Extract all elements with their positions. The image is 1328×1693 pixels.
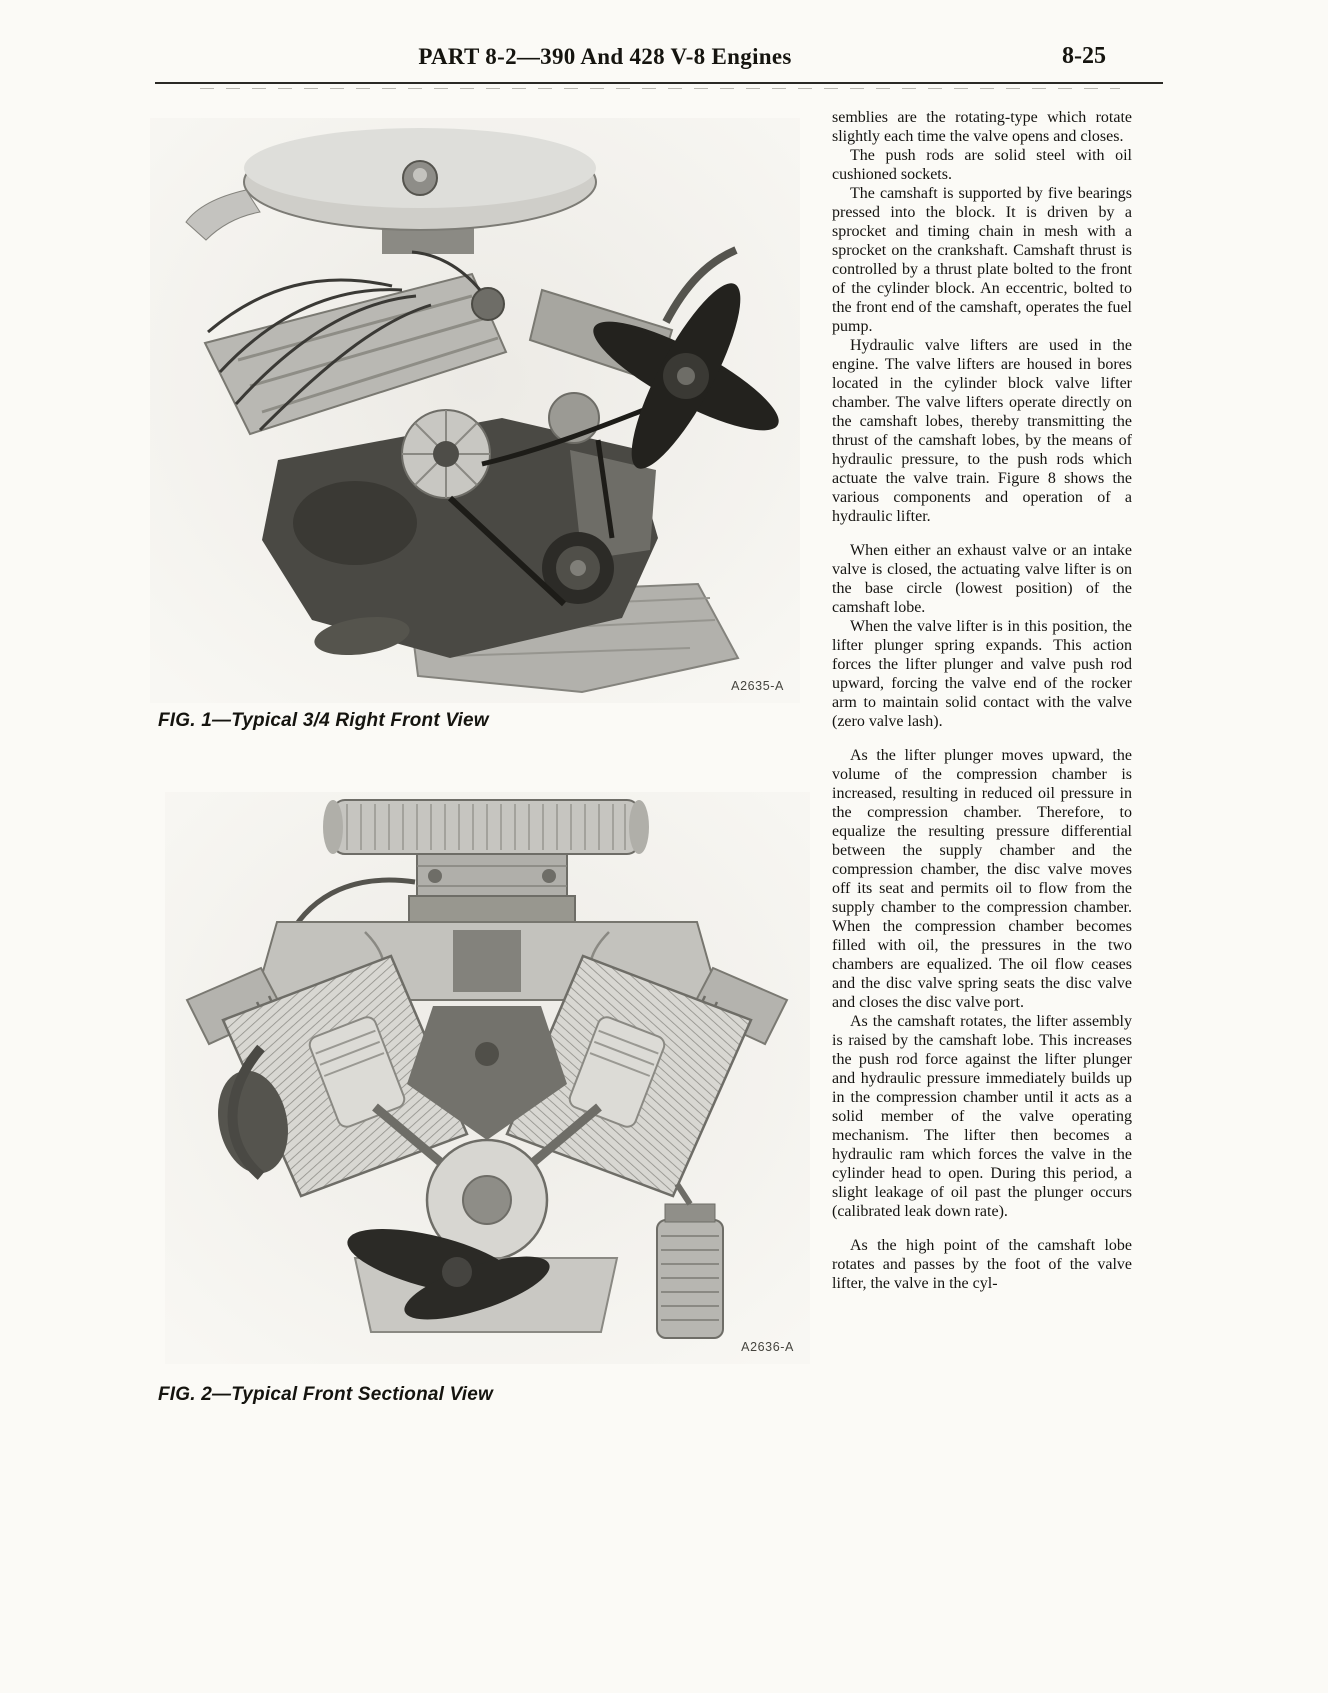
body-paragraph: semblies are the rotating-type which rotate slightly each time the valve opens and closes. xyxy=(832,109,1132,145)
body-paragraph: The push rods are solid steel with oil cushioned sockets. xyxy=(832,147,1132,183)
body-paragraph: When either an exhaust valve or an intake valve is closed, the actuating valve lifter is on the base circle (lowest position) of the camshaft lobe. xyxy=(832,542,1132,616)
page-number: 8-25 xyxy=(1062,43,1106,69)
figure-2-id-label: A2636-A xyxy=(741,1340,794,1354)
body-paragraph: The camshaft is supported by five bearings pressed into the block. It is driven by a sprocket and timing chain in mesh with a sprocket on the crankshaft. Camshaft thrust is controlled by a thrust plate bolted to the front of the cylinder block. An eccentric, bolted to the front end of the camshaft, operates the fuel pump. xyxy=(832,185,1132,335)
body-paragraph: As the camshaft rotates, the lifter assembly is raised by the camshaft lobe. This increases the push rod force against the lifter plunger and hydraulic pressure immediately builds up in the compression chamber until it acts as a solid member of the valve operating mechanism. The lifter then becomes a hydraulic ram which forces the valve in the cylinder head to open. During this period, a slight leakage of oil past the plunger occurs (calibrated leak down rate). xyxy=(832,1013,1132,1220)
body-text-column xyxy=(832,108,1132,1293)
figure-1-caption: FIG. 1—Typical 3/4 Right Front View xyxy=(158,710,489,731)
body-paragraph: Hydraulic valve lifters are used in the engine. The valve lifters are housed in bores located in the cylinder block valve lifter chamber. The valve lifters operate directly on the camshaft lobes, thereby transmitting the thrust of the camshaft lobes, by the means of hydraulic pressure, to the push rods which actuate the valve train. Figure 8 shows the various components and operation of a hydraulic lifter. xyxy=(832,337,1132,525)
body-paragraph: As the high point of the camshaft lobe rotates and passes by the foot of the valve lifter, the valve in the cyl- xyxy=(832,1237,1132,1292)
header-rule xyxy=(155,82,1163,84)
figure-1-id-label: A2635-A xyxy=(731,679,784,693)
figure-1-image xyxy=(150,118,800,703)
figure-2-image xyxy=(165,792,810,1364)
body-paragraph: When the valve lifter is in this position, the lifter plunger spring expands. This action forces the lifter plunger and valve push rod upward, forcing the valve end of the rocker arm to maintain solid contact with the valve (zero valve lash). xyxy=(832,618,1132,730)
body-paragraph: As the lifter plunger moves upward, the volume of the compression chamber is increased, resulting in reduced oil pressure in the compression chamber. Therefore, to equalize the resulting pressure differential between the supply chamber and the compression chamber, the disc valve moves off its seat and permits oil to flow from the supply chamber to the compression chamber. When the compression chamber becomes filled with oil, the pressures in the two chambers are equalized. The oil flow ceases and the disc valve spring seats the disc valve and closes the disc valve port. xyxy=(832,747,1132,1011)
figure-1 xyxy=(150,118,800,703)
header-rule-ghost xyxy=(200,88,1120,89)
figure-2-caption: FIG. 2—Typical Front Sectional View xyxy=(158,1384,493,1405)
page-header-title: PART 8-2—390 And 428 V-8 Engines xyxy=(418,44,792,69)
figure-2 xyxy=(165,792,810,1364)
